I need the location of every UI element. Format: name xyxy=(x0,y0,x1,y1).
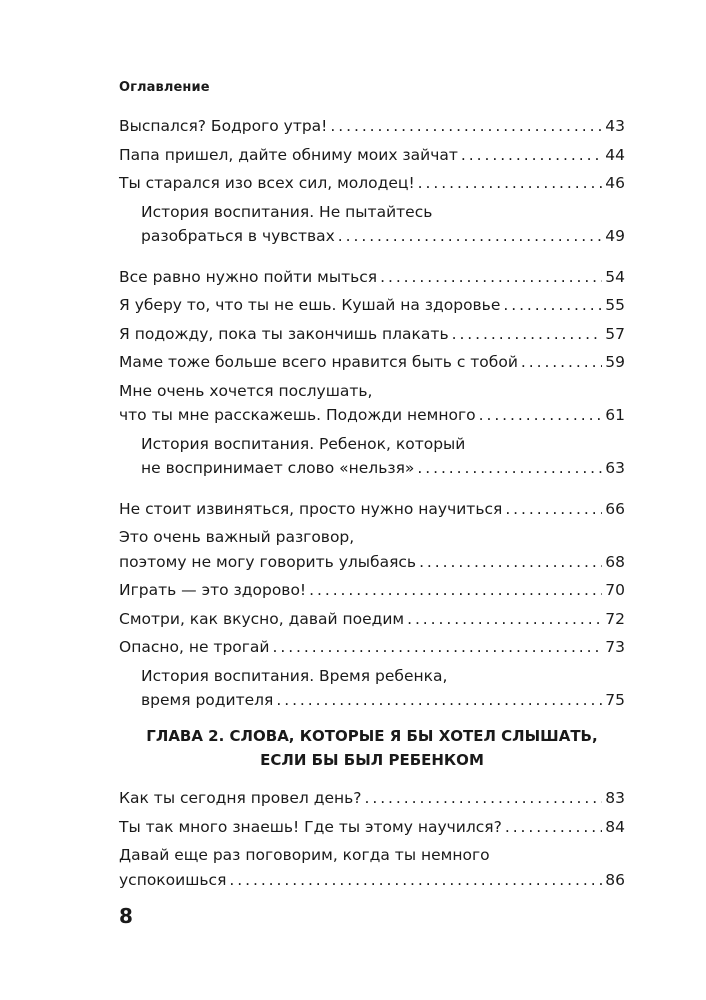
running-head: Оглавление xyxy=(119,80,210,95)
toc-page-number: 49 xyxy=(605,227,625,245)
dot-leader xyxy=(380,265,602,290)
toc-entry xyxy=(119,786,625,811)
toc-entry-title: Играть — это здорово! xyxy=(119,581,307,599)
toc-entry xyxy=(119,350,625,375)
toc-subentry xyxy=(119,432,625,481)
toc-entry-row xyxy=(119,607,625,632)
toc-entry-title-line: Мне очень хочется послушать, xyxy=(119,381,373,400)
toc-entry xyxy=(119,497,625,522)
toc-entry-title: Все равно нужно пойти мыться xyxy=(119,267,378,286)
toc-entry-row xyxy=(119,815,625,840)
toc-entry-title: Выспался? Бодрого утра! xyxy=(119,117,328,135)
toc-subentry xyxy=(119,664,625,713)
toc-entry-row xyxy=(141,688,625,713)
toc-entry-row xyxy=(119,293,625,318)
toc-entry-row xyxy=(119,868,625,893)
toc-page-number: 72 xyxy=(605,609,625,628)
toc-entry-row xyxy=(119,265,625,290)
toc-entry-title: время родителя xyxy=(141,691,274,709)
dot-leader xyxy=(505,497,602,522)
toc-page-number: 44 xyxy=(605,145,625,164)
toc-page-number: 84 xyxy=(605,817,625,836)
toc-page-number: 54 xyxy=(605,267,625,286)
toc-entry-row xyxy=(119,497,625,522)
toc-entry xyxy=(119,143,625,168)
dot-leader xyxy=(229,868,602,893)
toc-page-number: 61 xyxy=(605,406,625,424)
toc-entry-title: Ты старался изо всех сил, молодец! xyxy=(119,174,415,192)
toc-entry xyxy=(119,578,625,603)
toc-entry-row xyxy=(119,635,625,660)
toc-entry-row xyxy=(119,578,625,603)
dot-leader xyxy=(418,171,603,196)
toc-page-number: 83 xyxy=(605,789,625,807)
dot-leader xyxy=(505,815,602,840)
toc-entry-title: не воспринимает слово «нельзя» xyxy=(141,459,415,477)
toc-group xyxy=(119,497,625,713)
toc-page-number: 57 xyxy=(605,324,625,343)
dot-leader xyxy=(338,224,602,249)
toc-entry-title-line: Давай еще раз поговорим, когда ты немного xyxy=(119,846,490,864)
toc-entry xyxy=(119,322,625,347)
dot-leader xyxy=(521,350,602,375)
toc-entry xyxy=(119,293,625,318)
toc-entry-title: Я уберу то, что ты не ешь. Кушай на здоровье xyxy=(119,296,501,314)
toc-entry xyxy=(119,265,625,290)
toc-entry-row xyxy=(119,114,625,139)
dot-leader xyxy=(309,578,602,603)
chapter-heading-line-2: ЕСЛИ БЫ БЫЛ РЕБЕНКОМ xyxy=(260,751,484,769)
toc-entry xyxy=(119,607,625,632)
toc-entry-row xyxy=(119,143,625,168)
toc-group xyxy=(119,265,625,481)
toc-entry-title: Маме тоже больше всего нравится быть с тобой xyxy=(119,353,518,371)
toc-entry-title-line: Это очень важный разговор, xyxy=(119,528,355,546)
toc-entry-row xyxy=(119,403,625,428)
toc-group xyxy=(119,786,625,892)
toc-entry-title: Я подожду, пока ты закончишь плакать xyxy=(119,324,449,343)
toc-entry-row xyxy=(119,786,625,811)
toc-page-number: 66 xyxy=(605,499,625,518)
toc-page-number: 55 xyxy=(605,296,625,314)
toc-entry xyxy=(119,379,625,428)
dot-leader xyxy=(273,635,603,660)
toc-entry xyxy=(119,171,625,196)
toc-entry-title: что ты мне расскажешь. Подожди немного xyxy=(119,406,476,424)
dot-leader xyxy=(461,143,602,168)
toc-entry-title: Опасно, не трогай xyxy=(119,638,270,656)
toc-entry-row xyxy=(119,550,625,575)
toc-page-number: 63 xyxy=(605,459,625,477)
toc-entry-row xyxy=(119,171,625,196)
table-of-contents-chapter-2 xyxy=(119,786,625,908)
toc-entry xyxy=(119,635,625,660)
toc-entry-title: Как ты сегодня провел день? xyxy=(119,789,362,807)
dot-leader xyxy=(419,550,602,575)
toc-entry-title: Папа пришел, дайте обниму моих зайчат xyxy=(119,145,458,164)
toc-entry-title: успокоишься xyxy=(119,870,227,889)
toc-entry-title-line: История воспитания. Ребенок, который xyxy=(141,434,466,453)
dot-leader xyxy=(503,293,602,318)
dot-leader xyxy=(479,403,603,428)
toc-entry-title: Смотри, как вкусно, давай поедим xyxy=(119,609,405,628)
toc-entry xyxy=(119,114,625,139)
table-of-contents xyxy=(119,114,625,729)
toc-entry xyxy=(119,843,625,892)
dot-leader xyxy=(364,786,602,811)
toc-entry-title-line: История воспитания. Не пытайтесь xyxy=(141,202,433,221)
toc-page-number: 86 xyxy=(605,870,625,889)
toc-page-number: 59 xyxy=(605,353,625,371)
toc-entry-title: разобраться в чувствах xyxy=(141,227,335,245)
dot-leader xyxy=(407,607,602,632)
toc-entry xyxy=(119,815,625,840)
toc-entry-title: Ты так много знаешь! Где ты этому научился? xyxy=(119,817,502,836)
toc-entry-title-line: История воспитания. Время ребенка, xyxy=(141,666,448,685)
chapter-heading xyxy=(119,724,625,772)
toc-page-number: 70 xyxy=(605,581,625,599)
dot-leader xyxy=(452,322,603,347)
toc-entry xyxy=(119,525,625,574)
toc-page-number: 75 xyxy=(605,691,625,709)
toc-page-number: 43 xyxy=(605,117,625,135)
toc-page-number: 73 xyxy=(605,638,625,656)
toc-entry-row xyxy=(141,224,625,249)
page-number: 8 xyxy=(119,904,133,928)
chapter-heading-line-1: ГЛАВА 2. СЛОВА, КОТОРЫЕ Я БЫ ХОТЕЛ СЛЫШАТЬ, xyxy=(146,727,598,745)
dot-leader xyxy=(276,688,602,713)
dot-leader xyxy=(330,114,602,139)
dot-leader xyxy=(417,456,602,481)
toc-page-number: 46 xyxy=(605,174,625,192)
toc-entry-row xyxy=(119,350,625,375)
toc-entry-row xyxy=(119,322,625,347)
toc-group xyxy=(119,114,625,249)
toc-entry-row xyxy=(141,456,625,481)
toc-entry-title: Не стоит извиняться, просто нужно научиться xyxy=(119,499,503,518)
toc-subentry xyxy=(119,200,625,249)
toc-entry-title: поэтому не могу говорить улыбаясь xyxy=(119,552,417,571)
toc-page-number: 68 xyxy=(605,552,625,571)
